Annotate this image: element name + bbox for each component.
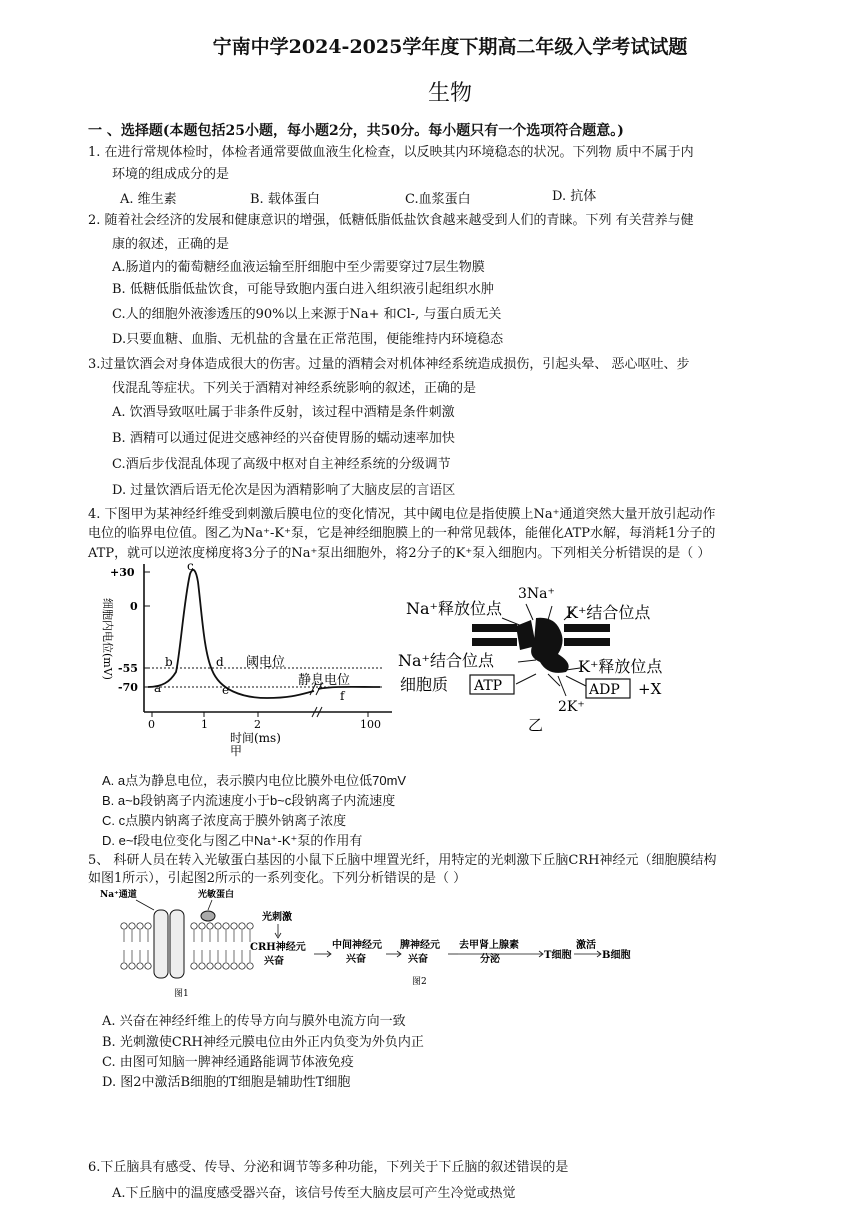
q3-option-a: A. 饮酒导致呕吐属于非条件反射，该过程中酒精是条件刺激 [112,405,455,420]
q2-option-a: A.肠道内的葡萄糖经血液运输至肝细胞中至少需要穿过7层生物膜 [112,260,485,275]
fig-b-na-release-site: Na⁺释放位点 [406,599,502,618]
fig2-b-cell: B细胞 [602,950,631,961]
q1-stem-cont: 环境的组成成分的是 [112,167,230,182]
fig-a-ytick-30: +30 [110,566,135,579]
fig2-interneuron: 中间神经元 [332,940,382,951]
q2-option-b: B. 低糖低脂低盐饮食，可能导致胞内蛋白进入组织液引起组织水肿 [112,282,494,297]
q4-stem: 4. 下图甲为某神经纤维受到刺激后膜电位的变化情况，其中阈电位是指使膜上Na⁺通道突然大量开放引起动作 [88,507,716,522]
fig-a-ylabel: 细胞内电位(mV) [101,598,114,680]
fig2-light: 光刺激 [262,912,292,923]
fig-b-cytoplasm: 细胞质 [400,675,449,694]
fig-a-xtick-2: 2 [254,718,261,731]
subject-title: 生物 [427,81,472,106]
figure-na-k-pump [398,580,708,760]
q6-stem: 6.下丘脑具有感受、传导、分泌和调节等多种功能，下列关于下丘脑的叙述错误的是 [88,1160,569,1175]
fig-a-rest-label: 静息电位 [298,673,351,688]
exam-title: 宁南中学2024-2025学年度下期高二年级入学考试试题 [212,36,688,58]
q3-stem-cont: 伐混乱等症状。下列关于酒精对神经系统影响的叙述，正确的是 [112,381,477,396]
q4-option-d: D. e~f段电位变化与图乙中Na⁺-K⁺泵的作用有 [102,833,363,848]
q3-stem: 3.过量饮酒会对身体造成很大的伤害。过量的酒精会对机体神经系统造成损伤，引起头晕、 恶心呕吐、步 [88,357,690,372]
fig-a-point-f: f [340,689,345,703]
fig2-spleen-excite: 兴奋 [408,954,428,965]
fig1-caption: 图1 [174,989,189,999]
q4-option-b: B. a~b段钠离子内流速度小于b~c段钠离子内流速度 [102,793,396,808]
fig2-t-cell: T细胞 [544,950,572,961]
q1-option-a: A. 维生素 [120,192,177,207]
fig2-norepinephrine: 去甲肾上腺素 [459,940,519,951]
q2-stem: 2. 随着社会经济的发展和健康意识的增强，低糖低脂低盐饮食越来越受到人们的青睐。下列 有关营养与健 [88,213,694,228]
fig-a-ytick-70: -70 [118,681,138,694]
q1-option-d: D. 抗体 [552,189,597,204]
fig-a-point-c: c [187,560,194,573]
figure-membrane-potential [92,560,402,760]
fig1-photo-protein-label: 光敏蛋白 [198,890,235,900]
fig-b-caption: 乙 [528,716,544,734]
fig-a-xtick-1: 1 [201,718,208,731]
q1-option-b: B. 载体蛋白 [250,192,320,207]
fig-b-2k: 2K⁺ [558,699,585,715]
q1-option-c: C.血浆蛋白 [405,192,471,207]
fig-b-adp: ADP [589,682,620,698]
q5-option-c: C. 由图可知脑一脾神经通路能调节体液免疫 [102,1055,354,1070]
fig-b-atp: ATP [474,678,503,694]
fig-b-k-binding-site: K⁺结合位点 [566,603,651,622]
fig-a-ytick-55: -55 [118,662,138,675]
fig-a-ytick-0: 0 [130,600,138,613]
q2-stem-cont: 康的叙述，正确的是 [112,237,230,252]
q2-option-d: D.只要血糖、血脂、无机盐的含量在正常范围，便能维持内环境稳态 [112,332,504,347]
fig-b-na-binding-site: Na⁺结合位点 [398,651,494,670]
fig2-activate: 激活 [576,940,596,951]
fig-a-caption: 甲 [230,744,243,758]
figure-2-pathway [246,906,646,992]
q5-option-a: A. 兴奋在神经纤维上的传导方向与膜外电流方向一致 [102,1014,406,1029]
q3-option-c: C.酒后步伐混乱体现了高级中枢对自主神经系统的分级调节 [112,457,451,472]
fig2-caption: 图2 [412,977,427,987]
q4-option-c: C. c点膜内钠离子浓度高于膜外钠离子浓度 [102,813,347,828]
q4-option-a: A. a点为静息电位，表示膜内电位比膜外电位低70mV [102,773,407,788]
fig2-crh-excite: 兴奋 [264,956,284,967]
q3-option-b: B. 酒精可以通过促进交感神经的兴奋使胃肠的蠕动速率加快 [112,431,455,446]
fig1-na-channel-label: Na⁺通道 [100,890,137,900]
fig-a-threshold-label: 阈电位 [246,655,286,670]
figure-1-membrane [96,886,266,1002]
section-heading: 一 、选择题(本题包括25小题，每小题2分，共50分。每小题只有一个选项符合题意。) [88,123,624,139]
q5-stem-cont: 如图1所示），引起图2所示的一系列变化。下列分析错误的是（ ） [88,871,467,886]
q3-option-d: D. 过量饮酒后语无伦次是因为酒精影响了大脑皮层的言语区 [112,483,456,498]
fig-a-xlabel: 时间(ms) [230,731,281,745]
fig-a-point-d: d [216,655,224,669]
q6-option-a: A.下丘脑中的温度感受器兴奋，该信号传至大脑皮层可产生冷觉或热觉 [112,1186,516,1201]
q2-option-c: C.人的细胞外液渗透压的90%以上来源于Na+ 和Cl-, 与蛋白质无关 [112,307,502,322]
fig-a-xtick-0: 0 [148,718,155,731]
q5-option-b: B. 光刺激使CRH神经元膜电位由外正内负变为外负内正 [102,1035,424,1050]
fig2-secrete: 分泌 [480,954,500,965]
q4-stem-cont1: 电位的临界电位值。图乙为Na⁺-K⁺泵，它是神经细胞膜上的一种常见载体，能催化ATP水解，每消耗1分子的 [88,526,716,541]
fig2-spleen-neuron: 脾神经元 [400,940,440,951]
fig-b-x: +X [638,680,662,698]
fig-b-k-release-site: K⁺释放位点 [578,657,663,676]
fig2-crh-neuron: CRH神经元 [250,942,306,953]
fig-a-point-e: e [222,683,230,697]
q4-stem-cont2: ATP，就可以逆浓度梯度将3分子的Na⁺泵出细胞外，将2分子的K⁺泵入细胞内。下列相关分析错误的是（ ） [88,546,711,561]
fig-a-xtick-100: 100 [360,718,381,731]
fig2-interneuron-excite: 兴奋 [346,954,366,965]
fig-b-3na: 3Na⁺ [518,586,555,602]
q5-stem: 5、 科研人员在转入光敏蛋白基因的小鼠下丘脑中埋置光纤，用特定的光刺激下丘脑CRH神经元（细胞膜结构 [88,853,717,868]
fig-a-point-a: a [154,681,162,695]
q5-option-d: D. 图2中激活B细胞的T细胞是辅助性T细胞 [102,1075,351,1090]
q1-stem: 1. 在进行常规体检时，体检者通常要做血液生化检查，以反映其内环境稳态的状况。下列物 质中不属于内 [88,145,694,160]
fig-a-point-b: b [165,655,173,669]
